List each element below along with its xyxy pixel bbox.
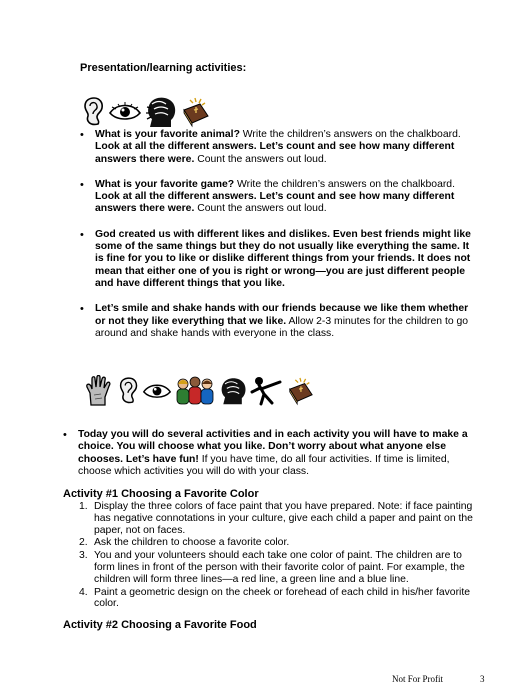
bullet-list-discussion [80, 129, 474, 340]
hand-icon [86, 375, 112, 407]
icon-row-activities [86, 375, 314, 407]
page-number: 3 [480, 674, 485, 684]
bullet-different-likes: • God created us with different likes and dislikes. Even best friends might like some of the same things but they do not usually like everything the same. It is fine for you to like or dislike different things from your friends. It does not mean that either one of you is right or wrong—you are just different people and have different things that you like. [80, 229, 474, 290]
eye-icon [108, 101, 142, 123]
step-item: 1. Display the three colors of face paint that you have prepared. Note: if face painting has negative connotations in your culture, give each child a paper and paint on the paper, not on faces. [79, 501, 473, 536]
head-thinking-icon [144, 95, 178, 129]
step-item: 3. You and your volunteers should each take one color of paint. The children are to form lines in front of the person with their favorite color of paint. For example, the children will form three lines—a red line, a green line and a blue line. [79, 550, 465, 585]
bullet-favorite-game: • What is your favorite game? Write the children’s answers on the chalkboard. Look at all the different answers. Let’s count and see how many different answers there were. Count the answers out loud. [80, 179, 474, 216]
step-item: 2. Ask the children to choose a favorite color. [79, 537, 290, 549]
step-item: 4. Paint a geometric design on the cheek or forehead of each child in his/her favorite color. [79, 586, 471, 610]
activity1-steps [79, 501, 481, 611]
bible-icon [180, 96, 210, 128]
bullet-favorite-animal: • What is your favorite animal? Write the children’s answers on the chalkboard. Look at all the different answers. Let’s count and see how many different answers there were. Count the answers out loud. [80, 129, 474, 166]
activity1-title: Activity #1 Choosing a Favorite Color [63, 488, 259, 500]
bible-icon [286, 376, 314, 406]
section-title: Presentation/learning activities: [80, 62, 247, 74]
group-children-icon [174, 376, 216, 406]
head-thinking-icon [218, 376, 248, 406]
bullet-shake-hands: • Let’s smile and shake hands with our friends because we like them whether or not they like everything that we like. Allow 2-3 minutes for the children to go around and shake hands with everyone in the class. [80, 303, 474, 340]
footer-not-for-profit: Not For Profit [392, 674, 444, 684]
ear-icon [80, 97, 106, 127]
ear-icon [116, 377, 140, 405]
icon-row-top [80, 95, 210, 129]
stretching-person-icon [250, 376, 284, 406]
bullet-list-intro [63, 429, 481, 478]
activity2-title: Activity #2 Choosing a Favorite Food [63, 619, 257, 631]
bullet-activities-intro: • Today you will do several activities and in each activity you will have to make a choice. You will choose what you like. Don’t worry about what anyone else chooses. Let’s have fun! If you have time, do all four activities. If time is limited, choose which activities you will do with your class. [63, 429, 481, 478]
eye-icon [142, 381, 172, 401]
